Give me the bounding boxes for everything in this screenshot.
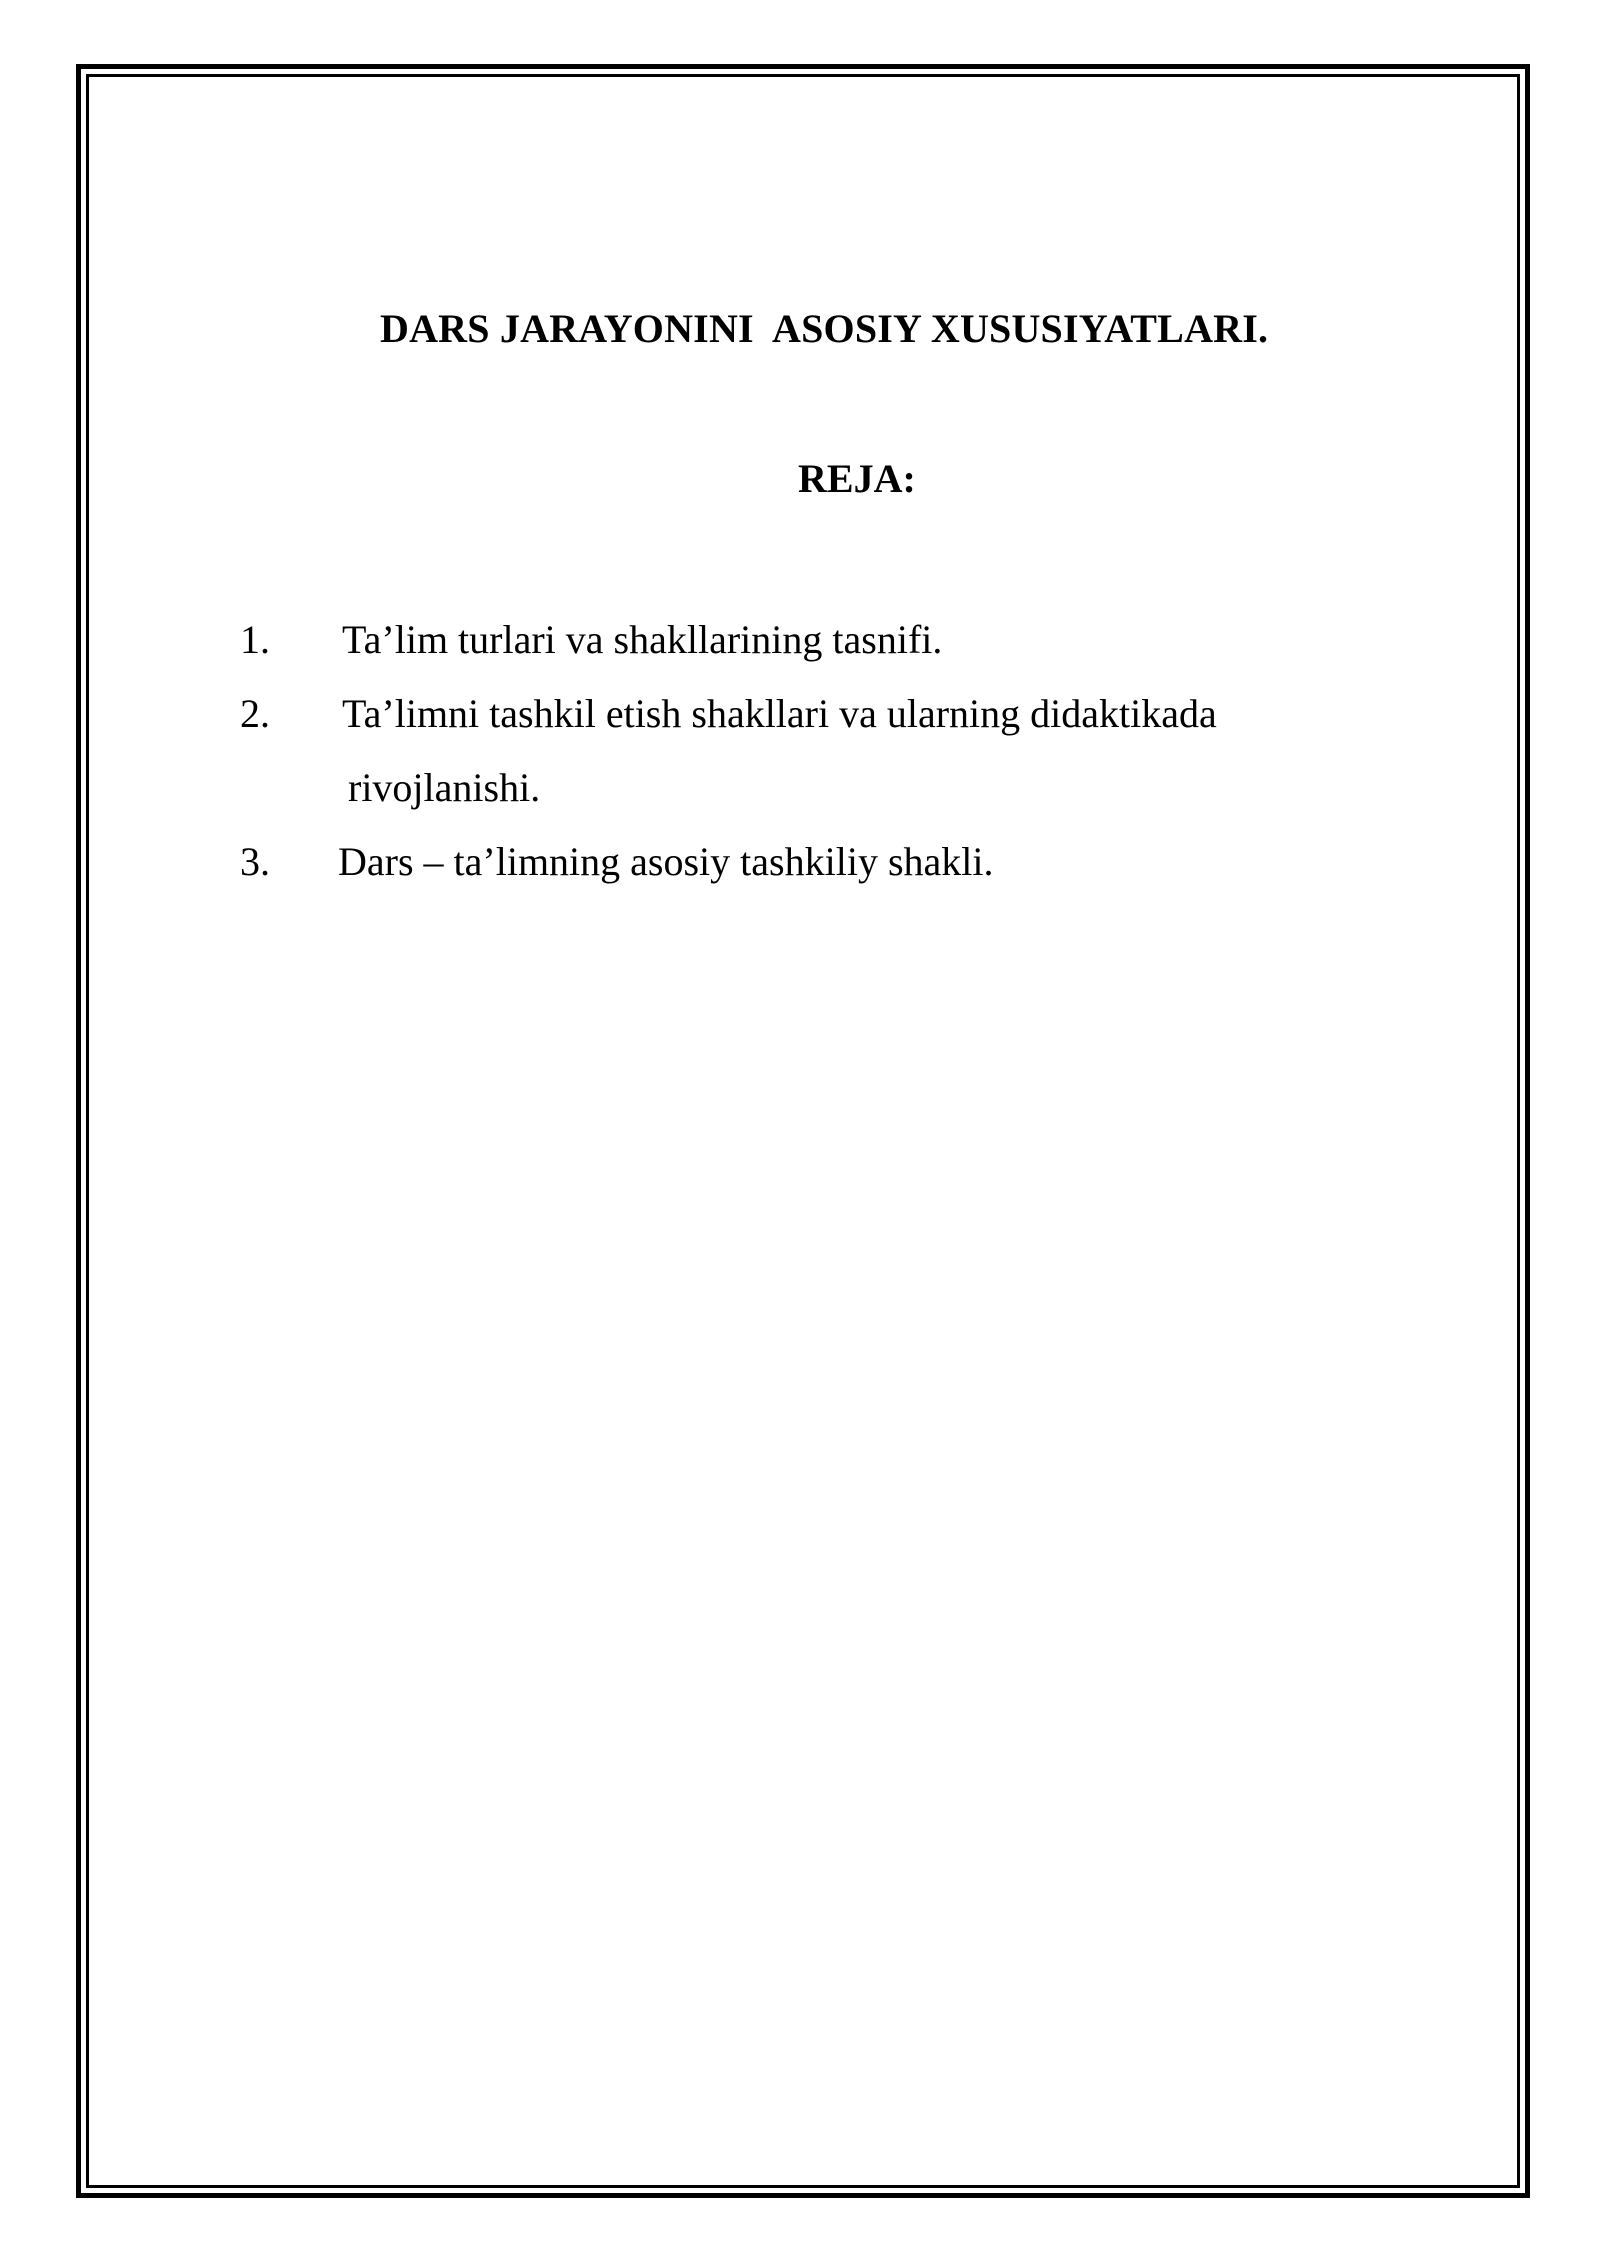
plan-item-1 xyxy=(240,603,1400,677)
plan-item-number: 1. xyxy=(240,617,270,662)
plan-item-text: Ta’lim turlari va shakllarining tasnifi. xyxy=(342,617,943,662)
document-title: DARS JARAYONINI ASOSIY XUSUSIYATLARI. xyxy=(380,306,1269,351)
plan-item-text: Dars – ta’limning asosiy tashkiliy shakli. xyxy=(338,839,994,884)
plan-item-3 xyxy=(240,825,1400,899)
plan-item-text: Ta’limni tashkil etish shakllari va ularning didaktikada xyxy=(342,691,1217,736)
plan-item-number: 3. xyxy=(240,839,270,884)
plan-list xyxy=(240,603,1400,899)
plan-item-text-continuation: rivojlanishi. xyxy=(348,765,541,810)
plan-item-2 xyxy=(240,677,1400,825)
plan-heading: REJA: xyxy=(798,456,916,501)
plan-item-number: 2. xyxy=(240,691,270,736)
page-border-inner xyxy=(86,74,1520,2188)
